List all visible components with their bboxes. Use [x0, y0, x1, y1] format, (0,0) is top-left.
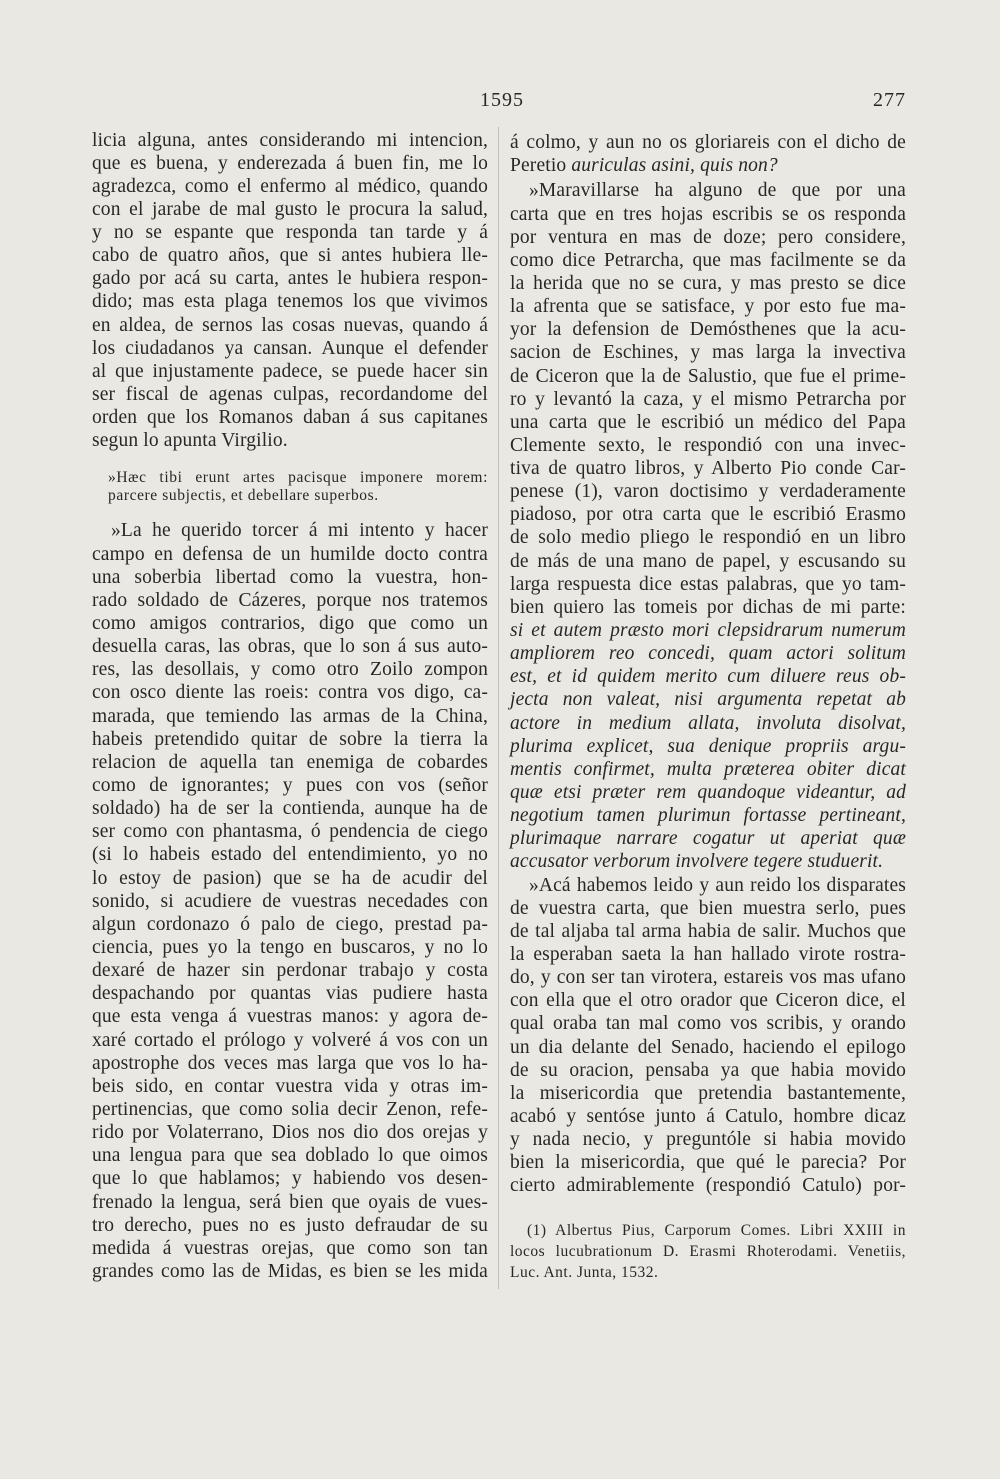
text-line: tiva de quatro libros, y Alberto Pio conde Car-	[510, 458, 906, 480]
text-line: á colmo, y aun no os gloriareis con el dicho de	[510, 131, 906, 153]
italic-text: auriculas asini, quis non?	[571, 154, 778, 176]
text-line	[510, 758, 906, 781]
text-line: apostrophe dos veces mas larga que vos lo ha-	[92, 1052, 488, 1074]
text-line: licia alguna, antes considerando mi intencion,	[92, 129, 488, 151]
text-line: beis sido, en contar vuestra vida y otras im-	[92, 1075, 488, 1097]
text-line: (1) Albertus Pius, Carporum Comes. Libri XXIII in	[527, 1221, 906, 1239]
text-line: una carta que le escribió un médico del Papa	[510, 411, 906, 433]
text-line: segun lo apunta Virgilio.	[92, 430, 288, 452]
text-line: con osco diente las roeis: contra vos digo, ca-	[92, 682, 488, 704]
text-line: »Maravillarse ha alguno de que por una	[529, 180, 906, 202]
paragraph	[510, 874, 906, 1198]
text-line: orden que los Romanos daban á sus capitanes	[92, 407, 488, 429]
text-line: la herida que no se cura, y mas presto se dice	[510, 272, 906, 294]
text-line: bien quiero las tomeis por dichas de mi parte:	[510, 596, 906, 618]
text-line: habeis pretendido quitar de sobre la tierra la	[92, 728, 488, 750]
text-line	[510, 850, 906, 873]
left-column	[92, 129, 488, 1284]
text-line	[510, 154, 906, 177]
text-line: la afrenta que se satisface, y por esto fue ma-	[510, 296, 906, 318]
text-line: »La he querido torcer á mi intento y hacer	[111, 520, 488, 542]
text-line: de Ciceron que la de Salustio, que fue el prime-	[510, 365, 906, 387]
text-line: sonido, si acudiere de vuestras necedades con	[92, 890, 488, 912]
text-line: una soberbia libertad como la vuestra, hon-	[92, 566, 488, 588]
text-line	[510, 827, 906, 850]
text-line: larga respuesta dice estas palabras, que yo tam-	[510, 573, 906, 595]
column-rule	[498, 127, 499, 1289]
italic-text: plurimaque narrare cogatur ut aperiat quæ	[510, 828, 906, 850]
text-line: sacion de Eschines, y mas larga la invectiva	[510, 342, 906, 364]
text-line: con ella que el otro orador que Ciceron dice, el	[510, 990, 906, 1012]
text-line: desuella caras, las obras, que lo son á sus auto-	[92, 636, 488, 658]
page-number: 277	[873, 89, 906, 111]
roman-text: Peretio	[510, 154, 572, 176]
text-line	[510, 712, 906, 735]
text-line: ciencia, pues yo la tengo en buscaros, y no lo	[92, 937, 488, 958]
text-line: que esta venga á vuestras manos: y agora de-	[92, 1006, 488, 1028]
text-line: gado por acá su carta, antes le hubiera respon-	[92, 268, 488, 290]
text-line: agradezca, como el enfermo al médico, quando	[92, 175, 488, 197]
italic-text: plurima explicet, sua denique propriis argu-	[510, 735, 906, 757]
text-line	[510, 804, 906, 827]
text-line: dido; mas esta plaga tenemos los que vivimos	[92, 291, 488, 313]
text-line: en aldea, de sernos las cosas nuevas, quando á	[92, 314, 488, 336]
text-line: marada, que temiendo las armas de la China,	[92, 705, 488, 727]
paragraph	[510, 1220, 906, 1283]
running-head-year: 1595	[480, 89, 524, 111]
text-line: campo en defensa de un humilde docto contra	[92, 543, 488, 565]
paragraph	[510, 131, 906, 177]
text-line: lo estoy de pasion) que se ha de acudir del	[92, 867, 488, 889]
text-line: res, las desollais, y como otro Zoilo zompon	[92, 659, 488, 681]
text-line: algun cordonazo ó palo de ciego, prestad pa-	[92, 913, 488, 935]
text-line: de más de una mano de papel, y escusando su	[510, 550, 906, 572]
text-line: qual oraba tan mal como vos scribis, y orando	[510, 1013, 906, 1035]
text-line: la esperaban saeta la han hallado virote rostra-	[510, 944, 906, 966]
text-line: de vuestra carta, que bien muestra serlo, pues	[510, 897, 906, 919]
text-line: medida á vuestras orejas, que como son tan	[92, 1237, 488, 1259]
text-line: piadoso, por otra carta que le escribió Erasmo	[510, 504, 906, 526]
text-line: yor la defension de Demósthenes que la acu-	[510, 319, 906, 341]
text-line: la misericordia que pretendia bastantemente,	[510, 1082, 906, 1104]
text-line: los ciudadanos ya cansan. Aunque el defender	[92, 337, 488, 359]
text-line: bien la misericordia, que qué le parecia? Por	[510, 1152, 906, 1174]
italic-text: ampliorem reo concedi, quam actori solitum	[510, 643, 906, 665]
paragraph	[510, 179, 906, 873]
text-line: grandes como las de Midas, es bien se les mida	[92, 1260, 488, 1282]
text-line: un dia delante del Senado, haciendo el epilogo	[510, 1036, 906, 1058]
text-line: de solo medio pliego le respondió en un libro	[510, 527, 906, 549]
verse-quotation	[108, 469, 488, 505]
text-line: parcere subjectis, et debellare superbos.	[108, 487, 379, 505]
text-line: ser fiscal de agenas culpas, recordandome del	[92, 384, 488, 406]
text-line: »Acá habemos leido y aun reido los disparates	[529, 874, 906, 896]
italic-text: est, et id quidem merito cum diluere reus ob-	[510, 666, 906, 688]
text-line: de tal aljaba tal arma habia de salir. Muchos que	[510, 920, 906, 942]
italic-text: accusator verborum involvere tegere studuerit.	[510, 851, 884, 873]
text-line: frenado la lengua, será bien que oyais de vues-	[92, 1191, 488, 1213]
text-line: despachando por quantas vias pudiere hasta	[92, 983, 488, 1005]
text-line: carta que en tres hojas escribis se os responda	[510, 203, 906, 225]
text-line: una lengua para que sea doblado lo que oimos	[92, 1145, 488, 1167]
text-line	[510, 688, 906, 711]
text-line	[510, 642, 906, 665]
text-line: pertinencias, que como solia decir Zenon, refe-	[92, 1098, 488, 1120]
text-line: y nada necio, y preguntóle si habia movido	[510, 1129, 906, 1151]
italic-text: jecta non valeat, nisi argumenta repetat ab	[510, 689, 906, 711]
text-line: dexaré de hazer sin perdonar trabajo y costa	[92, 960, 488, 982]
text-line: »Hæc tibi erunt artes pacisque imponere morem:	[108, 469, 488, 487]
text-line: acabó y sentóse junto á Catulo, hombre dicaz	[510, 1106, 906, 1127]
right-column	[510, 131, 906, 1198]
text-line: al que injustamente padece, se puede hacer sin	[92, 360, 488, 382]
text-line: que lo que hablamos; y habiendo vos desen-	[92, 1168, 488, 1190]
text-line: Clemente sexto, le respondió con una invec-	[510, 434, 906, 456]
text-line: cierto admirablemente (respondió Catulo) por-	[510, 1175, 906, 1197]
text-line	[510, 735, 906, 758]
text-line: como de ignorantes; y pues con vos (señor	[92, 775, 488, 797]
text-line: con el jarabe de mal gusto le procura la salud,	[92, 198, 488, 220]
italic-text: negotium tamen plurimun fortasse pertineant,	[510, 805, 906, 827]
text-line: do, y con ser tan virotera, estareis vos mas ufano	[510, 967, 906, 989]
text-line: como amigos contrarios, digo que como un	[92, 613, 488, 635]
text-line	[510, 781, 906, 804]
text-line: Luc. Ant. Junta, 1532.	[510, 1263, 659, 1281]
text-line: (si lo habeis estado del entendimiento, yo no	[92, 844, 488, 866]
text-line: soldado) ha de ser la contienda, aunque ha de	[92, 798, 488, 820]
footnote	[510, 1220, 906, 1283]
italic-text: si et autem præsto mori clepsidrarum numerum	[510, 620, 906, 642]
text-line: rado soldado de Cázeres, porque nos tratemos	[92, 589, 488, 611]
text-line	[510, 619, 906, 642]
text-line: por ventura en mas de doze; pero considere,	[510, 226, 906, 248]
text-line: como dice Petrarcha, que mas facilmente se da	[510, 249, 906, 271]
text-line: que es buena, y enderezada á buen fin, me lo	[92, 152, 488, 174]
text-line: ro y levantó la caza, y el mismo Petrarcha por	[510, 388, 906, 410]
text-line: tro derecho, pues no es justo defraudar de su	[92, 1214, 488, 1236]
text-line: y no se espante que responda tan tarde y á	[92, 222, 488, 244]
text-line	[510, 665, 906, 688]
italic-text: mentis confirmet, multa præterea obiter dicat	[510, 758, 906, 780]
italic-text: quæ etsi præter rem quandoque videantur, ad	[510, 782, 906, 804]
text-line: xaré cortado el prólogo y volveré á vos con un	[92, 1029, 488, 1051]
italic-text: actore in medium allata, involuta disolvat,	[510, 712, 906, 734]
text-line: cabo de quatro años, que si antes hubiera lle-	[92, 245, 488, 267]
text-line: penese (1), varon doctisimo y verdaderamente	[510, 481, 906, 503]
text-line: locos lucubrationum D. Erasmi Rhoterodami. Venetiis,	[510, 1242, 906, 1260]
text-line: relacion de aquella tan enemiga de cobardes	[92, 751, 488, 773]
text-line: de su oracion, pensaba ya que habia movido	[510, 1059, 906, 1081]
text-line: ser como con phantasma, ó pendencia de ciego	[92, 821, 488, 843]
text-line: rido por Volaterrano, Dios nos dio dos orejas y	[92, 1122, 488, 1144]
paragraph	[92, 519, 488, 1283]
paragraph	[92, 129, 488, 453]
